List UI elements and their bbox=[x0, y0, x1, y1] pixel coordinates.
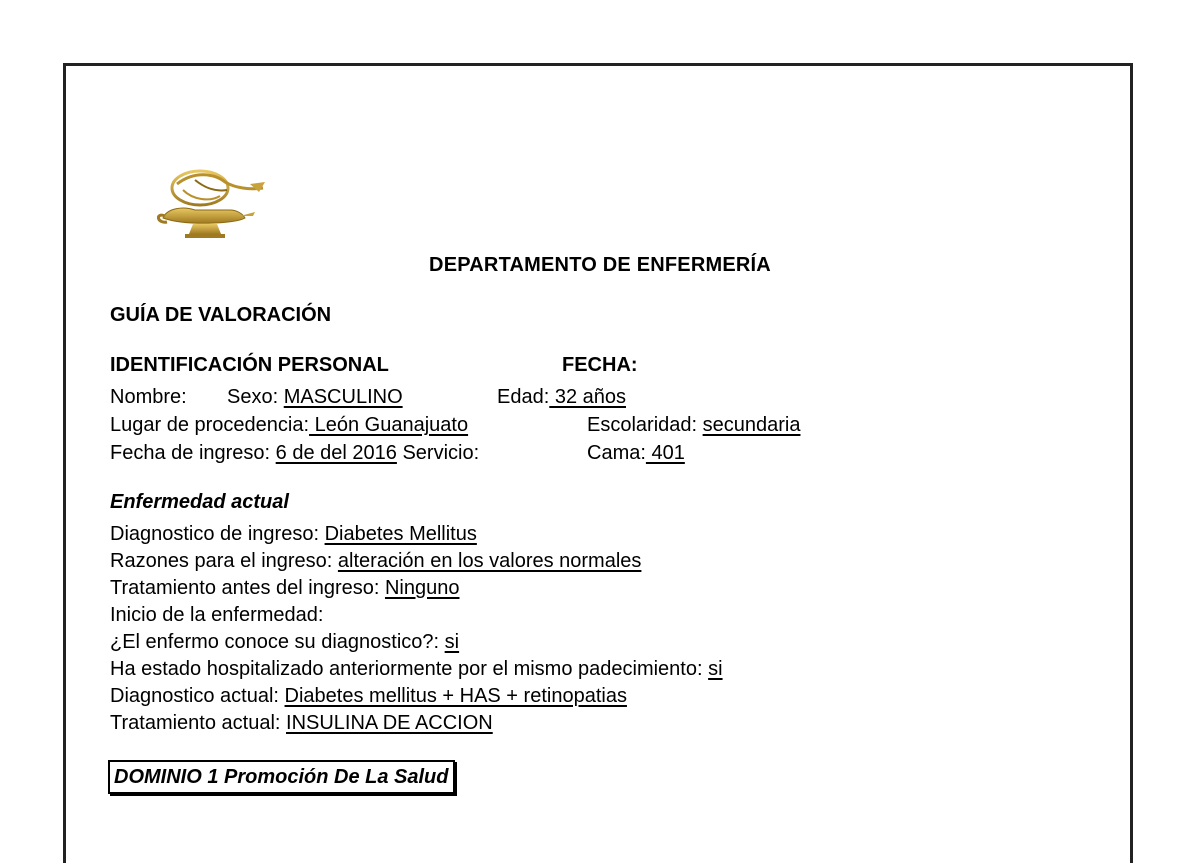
illness-item bbox=[110, 550, 641, 573]
illness-item-value: si bbox=[708, 658, 723, 680]
bed-field bbox=[587, 442, 685, 465]
illness-item-label: Razones para el ingreso: bbox=[110, 550, 338, 572]
illness-item-value: si bbox=[444, 631, 460, 653]
illness-item-value: alteración en los valores normales bbox=[337, 550, 642, 572]
education-value: secundaria bbox=[702, 414, 801, 436]
illness-item bbox=[110, 658, 723, 681]
admission-value: 6 de del 2016 bbox=[275, 442, 397, 464]
nursing-lamp-logo-icon bbox=[155, 160, 270, 240]
age-label: Edad: bbox=[497, 386, 550, 408]
admission-field bbox=[110, 442, 479, 465]
bed-label: Cama: bbox=[587, 442, 646, 464]
origin-value: León Guanajuato bbox=[309, 414, 469, 436]
illness-item bbox=[110, 604, 323, 627]
illness-item bbox=[110, 523, 477, 546]
origin-field bbox=[110, 414, 468, 437]
name-label: Nombre: bbox=[110, 386, 187, 408]
guide-title: GUÍA DE VALORACIÓN bbox=[110, 304, 332, 326]
admission-label: Fecha de ingreso: bbox=[110, 442, 271, 464]
education-field bbox=[587, 414, 800, 437]
date-label: FECHA: bbox=[562, 354, 638, 376]
service-label: Servicio: bbox=[402, 442, 480, 464]
illness-item-value: INSULINA DE ACCION bbox=[286, 712, 493, 734]
illness-item-label: Tratamiento actual: bbox=[110, 712, 287, 734]
illness-item-value: Diabetes Mellitus bbox=[324, 523, 477, 545]
illness-item-value: Ninguno bbox=[384, 577, 460, 599]
education-label: Escolaridad: bbox=[587, 414, 698, 436]
age-value: 32 años bbox=[549, 386, 626, 408]
illness-item bbox=[110, 685, 627, 708]
bed-value: 401 bbox=[645, 442, 685, 464]
illness-item-label: Diagnostico actual: bbox=[110, 685, 285, 707]
department-title: DEPARTAMENTO DE ENFERMERÍA bbox=[429, 254, 771, 276]
illness-item-label: ¿El enfermo conoce su diagnostico?: bbox=[110, 631, 445, 653]
illness-item-value: Diabetes mellitus + HAS + retinopatias bbox=[284, 685, 627, 707]
sex-value: MASCULINO bbox=[283, 386, 403, 408]
illness-item bbox=[110, 631, 459, 654]
current-illness-heading: Enfermedad actual bbox=[110, 491, 289, 513]
sex-field bbox=[227, 386, 403, 409]
domain-1-heading: DOMINIO 1 Promoción De La Salud bbox=[108, 760, 455, 794]
illness-item bbox=[110, 577, 459, 600]
sex-label: Sexo: bbox=[227, 386, 279, 408]
illness-item-label: Tratamiento antes del ingreso: bbox=[110, 577, 385, 599]
illness-item-label: Inicio de la enfermedad: bbox=[110, 604, 324, 626]
identification-heading: IDENTIFICACIÓN PERSONAL bbox=[110, 354, 389, 376]
origin-label: Lugar de procedencia: bbox=[110, 414, 310, 436]
illness-item bbox=[110, 712, 493, 735]
illness-item-label: Diagnostico de ingreso: bbox=[110, 523, 325, 545]
age-field bbox=[497, 386, 626, 409]
illness-item-label: Ha estado hospitalizado anteriormente por el mismo padecimiento: bbox=[110, 658, 709, 680]
